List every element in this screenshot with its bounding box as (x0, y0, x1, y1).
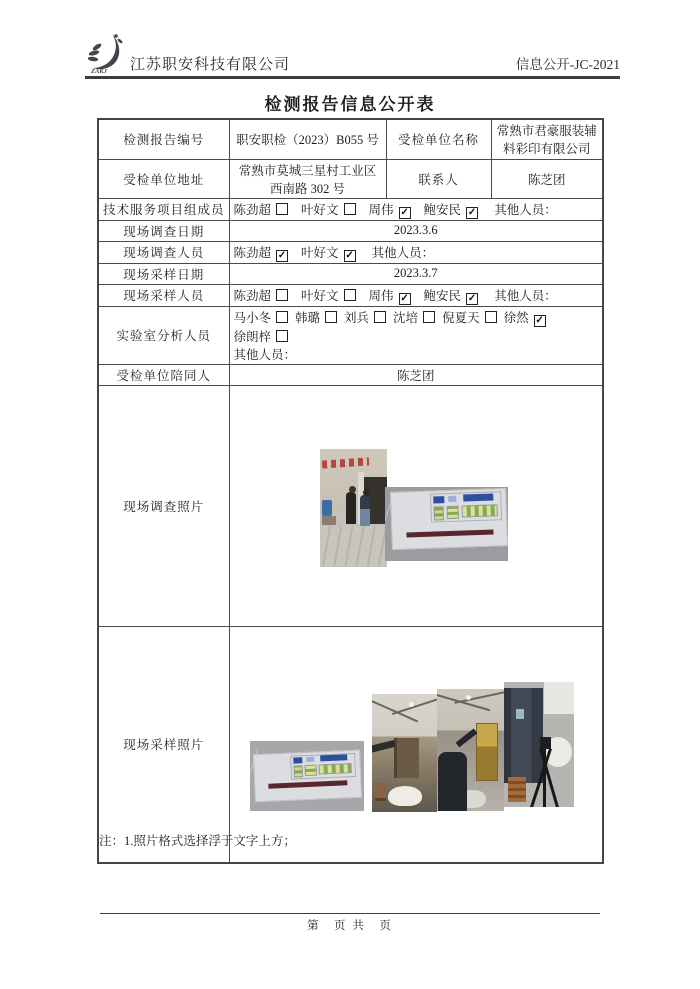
ceiling-lamp (466, 695, 471, 700)
checkbox-checked-icon: ✓ (535, 314, 544, 326)
board-blue-header (433, 496, 444, 503)
person-figure (346, 492, 356, 524)
staff-member-name: 马小冬 (233, 310, 272, 325)
report-table (97, 118, 604, 864)
sampling-photo-workshop-1 (372, 694, 437, 812)
staff-member (369, 203, 411, 217)
board-cell-grid (319, 763, 353, 774)
company-name: 江苏职安科技有限公司 (130, 57, 291, 73)
others-label: 其他人员： (494, 288, 557, 303)
checkbox-unchecked-icon (276, 203, 288, 215)
table-row (98, 159, 603, 198)
printing-press (504, 688, 544, 783)
lab-staff-list (234, 311, 553, 344)
staff-member-name: 刘兵 (344, 310, 370, 325)
staff-member (301, 289, 356, 303)
sampling-photos-label: 现场采样照片 (98, 626, 229, 863)
board-cell-grid (433, 506, 443, 521)
table-row (98, 385, 603, 626)
risk-board-panel (253, 749, 362, 802)
staff-member-name: 鲍安民 (423, 202, 462, 217)
checkbox-unchecked-icon (374, 311, 386, 323)
client-name-value: 常熟市君豪服装辅料彩印有限公司 (491, 119, 603, 159)
escort-value: 陈芝团 (229, 364, 603, 385)
staff-member (504, 311, 546, 325)
survey-date-value: 2023.3.6 (229, 220, 603, 241)
machine-block (394, 738, 419, 778)
table-row (98, 284, 603, 306)
bright-window (544, 682, 573, 715)
lab-staff-cell (229, 306, 603, 364)
checkbox-checked-icon: ✓ (345, 249, 354, 261)
staff-member-name: 叶好文 (301, 245, 339, 260)
person-figure (438, 752, 467, 811)
footnote: 注：1.照片格式选择浮于文字上方； (99, 834, 296, 848)
staff-member-name: 徐然 (503, 310, 529, 325)
checkbox-unchecked-icon (423, 311, 435, 323)
staff-member-name: 叶好文 (301, 202, 339, 217)
sampling-staff-label: 现场采样人员 (98, 284, 229, 306)
others-label: 其他人员： (494, 202, 557, 217)
others-label: 其他人员： (233, 347, 297, 362)
board-blue-header (448, 496, 456, 502)
page-number: 第 页 共 页 (307, 920, 393, 932)
cardboard-tubes (508, 777, 526, 802)
lab-staff-label: 实验室分析人员 (98, 306, 229, 364)
survey-photos-cell (229, 385, 603, 626)
sampling-instrument (540, 737, 551, 750)
table-row (98, 306, 603, 364)
report-no-value: 职安职检（2023）B055 号 (229, 119, 386, 159)
survey-photo-risk-board (385, 487, 508, 561)
team-members-cell (229, 198, 603, 220)
staff-member-name: 徐朗梓 (233, 329, 272, 344)
staff-member (424, 203, 479, 217)
staff-member-name: 周伟 (368, 288, 394, 303)
person-figure (360, 495, 371, 527)
blue-drum (322, 500, 332, 515)
ceiling-lamp (409, 702, 414, 707)
checkbox-checked-icon: ✓ (400, 206, 409, 218)
staff-member (301, 203, 356, 217)
staff-member-name: 陈劲超 (233, 202, 272, 217)
worker-arm (456, 728, 478, 747)
checkbox-unchecked-icon (276, 289, 288, 301)
sampling-photo-workshop-2 (437, 689, 504, 811)
staff-member-name: 鲍安民 (423, 288, 462, 303)
worker-arm (372, 740, 396, 753)
staff-member (234, 246, 289, 260)
table-row (98, 119, 603, 159)
red-banner (322, 457, 369, 468)
staff-member (369, 289, 411, 303)
staff-member (442, 311, 497, 325)
escort-label: 受检单位陪同人 (98, 364, 229, 385)
staff-member-name: 倪夏天 (442, 310, 480, 325)
board-blue-header (307, 757, 315, 762)
staff-member (344, 311, 386, 325)
checkbox-unchecked-icon (276, 330, 288, 342)
client-addr-label: 受检单位地址 (98, 159, 229, 198)
page-header (85, 28, 620, 79)
control-screen (516, 709, 524, 719)
concrete-floor (320, 526, 387, 566)
survey-photos-label: 现场调查照片 (98, 385, 229, 626)
client-addr-value: 常熟市莫城三星村工业区西南路 302 号 (229, 159, 386, 198)
contact-label: 联系人 (386, 159, 491, 198)
sampling-photo-risk-board (250, 741, 364, 811)
survey-staff-list (234, 246, 369, 260)
sampling-staff-cell (229, 284, 603, 306)
table-row (98, 364, 603, 385)
company-logo-icon (85, 32, 127, 74)
sampling-photo-press-tripod (504, 682, 574, 807)
client-name-label: 受检单位名称 (386, 119, 491, 159)
table-row (98, 220, 603, 241)
board-cell-grid (293, 765, 303, 778)
sampling-date-value: 2023.3.7 (229, 263, 603, 284)
staff-member (424, 289, 479, 303)
survey-staff-label: 现场调查人员 (98, 241, 229, 263)
board-blue-header (463, 494, 493, 502)
checkbox-checked-icon: ✓ (400, 292, 409, 304)
staff-member-name: 陈劲超 (233, 245, 272, 260)
others-label: 其他人员： (371, 245, 435, 260)
table-row (98, 263, 603, 284)
board-title-text (406, 530, 493, 538)
board-cell-grid (305, 764, 317, 776)
staff-member (393, 311, 435, 325)
staff-member (295, 311, 337, 325)
table-row (98, 198, 603, 220)
white-material-roll (388, 786, 422, 806)
table-row (98, 241, 603, 263)
contact-value: 陈芝团 (491, 159, 603, 198)
checkbox-checked-icon: ✓ (277, 249, 287, 261)
yellow-machine (476, 723, 498, 781)
checkbox-checked-icon: ✓ (467, 206, 477, 218)
board-cell-grid (446, 505, 459, 519)
survey-photo-factory-entrance (320, 449, 387, 567)
logo-text: ZAKJ (91, 68, 107, 74)
crates (322, 516, 337, 525)
checkbox-unchecked-icon (276, 311, 288, 323)
staff-member (234, 203, 289, 217)
staff-member (234, 311, 289, 325)
board-title-text (268, 780, 348, 788)
sampling-staff-list (234, 289, 492, 303)
staff-member (301, 246, 356, 260)
tripod-leg (543, 747, 546, 807)
staff-member-name: 沈培 (393, 310, 419, 325)
doc-code: 信息公开-JC-2021 (515, 57, 620, 72)
footer-rule (100, 913, 600, 914)
staff-member-name: 周伟 (368, 202, 394, 217)
board-cell-grid (461, 505, 498, 518)
staff-member-name: 陈劲超 (233, 288, 272, 303)
staff-member-name: 韩璐 (295, 310, 321, 325)
wooden-stool (375, 783, 386, 801)
report-no-label: 检测报告编号 (98, 119, 229, 159)
sampling-date-label: 现场采样日期 (98, 263, 229, 284)
team-members-list (234, 203, 492, 217)
survey-staff-cell (229, 241, 603, 263)
survey-date-label: 现场调查日期 (98, 220, 229, 241)
risk-board-panel (390, 488, 508, 550)
page-title: 检测报告信息公开表 (264, 95, 436, 114)
ceiling-beam (392, 697, 437, 715)
checkbox-unchecked-icon (485, 311, 497, 323)
table-row (98, 626, 603, 863)
ceiling-beam (454, 690, 503, 704)
checkbox-checked-icon: ✓ (467, 292, 477, 304)
board-blue-header (320, 754, 348, 761)
sampling-photos-cell (229, 626, 603, 863)
staff-member-name: 叶好文 (301, 288, 339, 303)
checkbox-unchecked-icon (325, 311, 337, 323)
staff-member (234, 330, 289, 344)
checkbox-unchecked-icon (344, 289, 356, 301)
staff-member (234, 289, 289, 303)
board-blue-header (293, 757, 303, 763)
checkbox-unchecked-icon (344, 203, 356, 215)
team-label: 技术服务项目组成员 (98, 198, 229, 220)
